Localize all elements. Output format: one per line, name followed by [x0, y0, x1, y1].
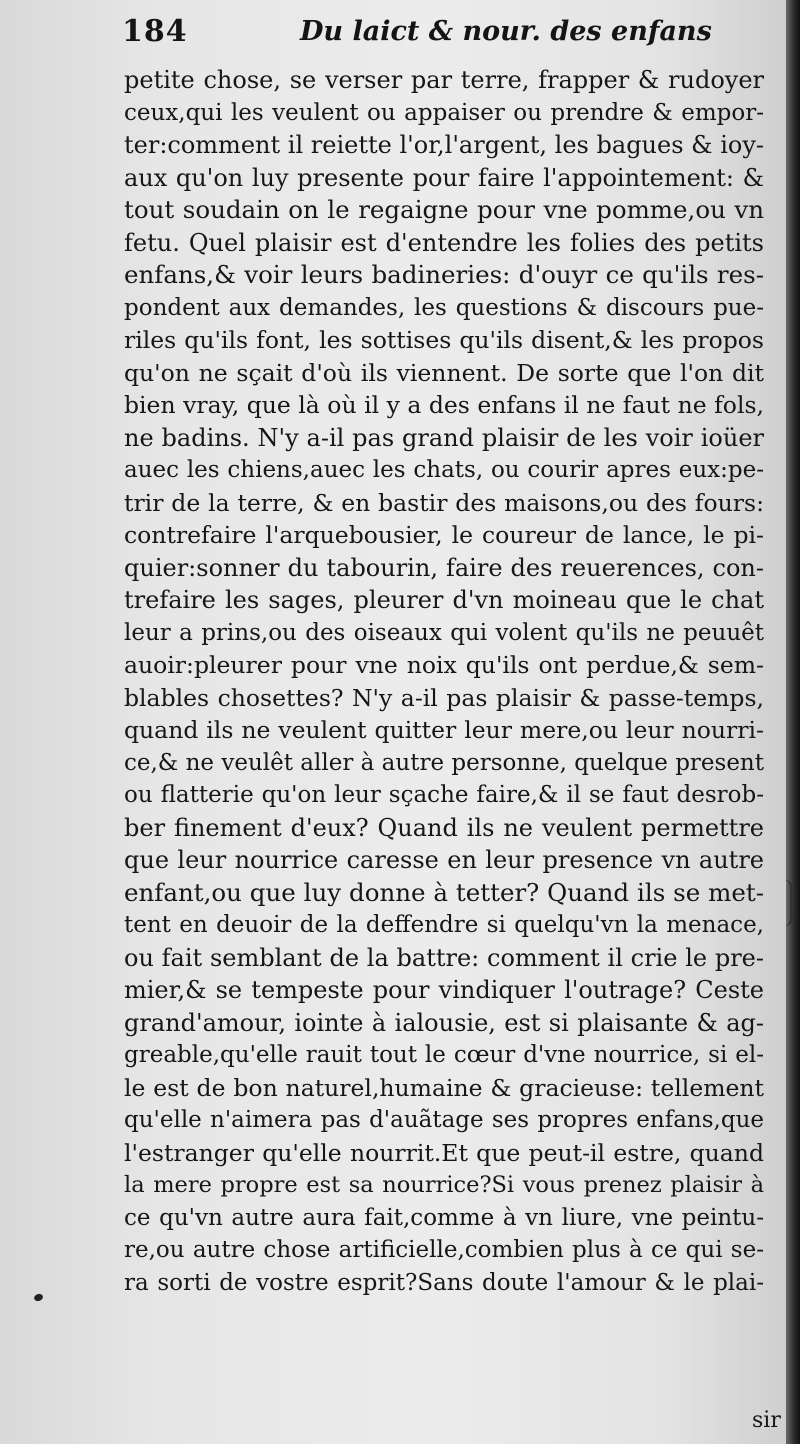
text-line: pondent aux demandes, les questions & discours pue-	[124, 294, 764, 321]
text-line: ne badins. N'y a-il pas grand plaisir de les voir ioüer	[124, 423, 764, 452]
text-line: auoir:pleurer pour vne noix qu'ils ont perdue,& sem-	[124, 651, 764, 679]
text-line: riles qu'ils font, les sottises qu'ils disent,& les propos	[124, 326, 764, 354]
page-edge-shadow	[786, 0, 800, 1444]
text-line: grand'amour, iointe à ialousie, est si plaisante & ag-	[124, 1008, 764, 1037]
text-line: ceux,qui les veulent ou appaiser ou prendre & empor-	[124, 99, 764, 126]
text-line: leur a prins,ou des oiseaux qui volent qu'ils ne peuuêt	[124, 619, 764, 646]
text-line: aux qu'on luy presente pour faire l'appointement: &	[124, 163, 764, 192]
page-number: 184	[122, 14, 188, 49]
text-line: le est de bon naturel,humaine & gracieuse: tellement	[124, 1073, 764, 1102]
text-line: l'estranger qu'elle nourrit.Et que peut-il estre, quand	[124, 1138, 764, 1167]
text-line: mier,& se tempeste pour vindiquer l'outrage? Ceste	[124, 976, 764, 1004]
catchword: sir	[752, 1408, 781, 1433]
body-text	[124, 64, 764, 1299]
text-line: enfant,ou que luy donne à tetter? Quand ils se met-	[124, 877, 764, 907]
text-line: petite chose, se verser par terre, frapper & rudoyer	[124, 66, 764, 94]
text-line: ou flatterie qu'on leur sçache faire,& il se faut desrob-	[124, 782, 764, 808]
text-line: greable,qu'elle rauit tout le cœur d'vne nourrice, si el-	[124, 1042, 764, 1068]
running-title: Du laict & nour. des enfans	[300, 16, 712, 47]
text-line: enfans,& voir leurs badineries: d'ouyr ce qu'ils res-	[124, 260, 764, 289]
text-line: quier:sonner du tabourin, faire des reuerences, con-	[124, 553, 764, 582]
running-head	[122, 14, 712, 58]
text-line: tent en deuoir de la deffendre si quelqu'vn la menace,	[124, 912, 764, 938]
text-line: auec les chiens,auec les chats, ou courir apres eux:pe-	[124, 457, 764, 483]
text-line: ce,& ne veulêt aller à autre personne, quelque present	[124, 749, 764, 776]
text-line: la mere propre est sa nourrice?Si vous prenez plaisir à	[124, 1172, 764, 1198]
text-line: qu'on ne sçait d'où ils viennent. De sorte que l'on dit	[124, 358, 764, 387]
text-line: ra sorti de vostre esprit?Sans doute l'amour & le plai-	[124, 1269, 764, 1296]
text-line: fetu. Quel plaisir est d'entendre les folies des petits	[124, 228, 764, 257]
margin-bracket-mark	[782, 880, 793, 926]
text-line: ce qu'vn autre aura fait,comme à vn liure, vne peintu-	[124, 1204, 764, 1231]
text-line: re,ou autre chose artificielle,combien plus à ce qui se-	[124, 1237, 764, 1263]
text-line: bien vray, que là où il y a des enfans il ne faut ne fols,	[124, 391, 764, 419]
text-line: trefaire les sages, pleurer d'vn moineau que le chat	[124, 586, 764, 614]
text-line: blables chosettes? N'y a-il pas plaisir & passe-temps,	[124, 683, 764, 712]
text-line: ber finement d'eux? Quand ils ne veulent permettre	[124, 813, 764, 842]
text-line: contrefaire l'arquebousier, le coureur de lance, le pi-	[124, 521, 764, 549]
text-line: que leur nourrice caresse en leur presence vn autre	[124, 846, 764, 874]
text-line: trir de la terre, & en bastir des maisons,ou des fours:	[124, 488, 764, 517]
text-line: quand ils ne veulent quitter leur mere,ou leur nourri-	[124, 716, 764, 744]
text-line: ter:comment il reiette l'or,l'argent, les bagues & ioy-	[124, 131, 764, 159]
text-line: tout soudain on le regaigne pour vne pomme,ou vn	[124, 195, 764, 224]
ink-blot	[33, 1293, 44, 1303]
text-line: qu'elle n'aimera pas d'auãtage ses propres enfans,que	[124, 1107, 764, 1133]
text-line: ou fait semblant de la battre: comment il crie le pre-	[124, 943, 764, 972]
